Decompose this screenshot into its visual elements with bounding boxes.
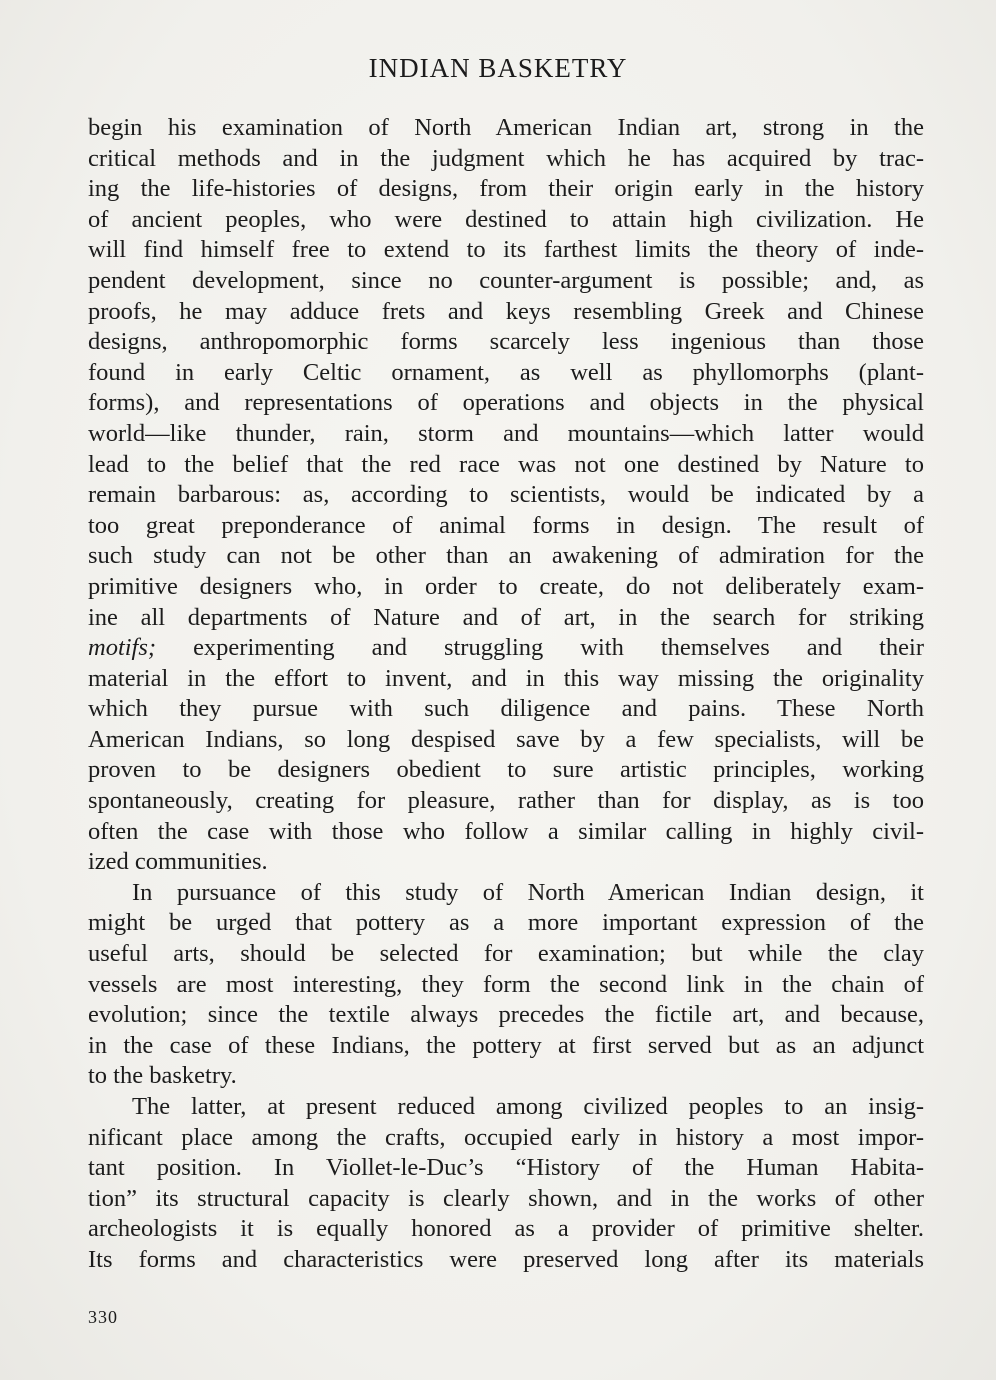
text-line: ine all departments of Nature and of art, in the search for striking (88, 603, 924, 631)
text-line: archeologists it is equally honored as a provider of primitive shelter. (88, 1215, 924, 1243)
text-line-mixed (88, 633, 924, 664)
text-segment: experimenting and struggling with themselves and their (156, 634, 924, 662)
text-line: forms), and representations of operations and objects in the physical (88, 389, 924, 417)
text-line: too great preponderance of animal forms in design. The result of (88, 511, 924, 539)
text-line: world—like thunder, rain, storm and mountains—which latter would (88, 419, 924, 447)
text-line: might be urged that pottery as a more important expression of the (88, 909, 924, 937)
text-line-paragraph-start: The latter, at present reduced among civilized peoples to an insig- (132, 1093, 924, 1120)
text-line: tion” its structural capacity is clearly shown, and in the works of other (88, 1184, 924, 1212)
text-line: nificant place among the crafts, occupied early in history a most impor- (88, 1123, 924, 1151)
text-line-paragraph-start: In pursuance of this study of North American Indian design, it (132, 878, 924, 906)
text-line: such study can not be other than an awakening of admiration for the (88, 542, 924, 570)
text-line: designs, anthropomorphic forms scarcely less ingenious than those (88, 328, 924, 356)
italic-term: motifs; (88, 634, 157, 662)
text-line: evolution; since the textile always precedes the fictile art, and because, (88, 1001, 924, 1029)
text-line: begin his examination of North American Indian art, strong in the (88, 114, 924, 141)
text-line: ing the life-histories of designs, from their origin early in the history (88, 175, 924, 203)
text-line: proven to be designers obedient to sure artistic principles, working (88, 756, 924, 784)
text-line: which they pursue with such diligence and pains. These North (88, 695, 924, 723)
text-line: spontaneously, creating for pleasure, rather than for display, as is too (88, 787, 924, 815)
text-line: lead to the belief that the red race was not one destined by Nature to (88, 450, 924, 478)
text-line: found in early Celtic ornament, as well as phyllomorphs (plant- (88, 358, 924, 386)
text-line: pendent development, since no counter-argument is possible; and, as (88, 266, 924, 294)
text-line-paragraph-end: ized communities. (88, 848, 268, 876)
text-line: in the case of these Indians, the pottery at first served but as an adjunct (88, 1031, 924, 1059)
page-number: 330 (88, 1307, 118, 1327)
text-line: Its forms and characteristics were preserved long after its materials (88, 1245, 924, 1273)
text-line: of ancient peoples, who were destined to attain high civilization. He (88, 205, 924, 233)
text-line: material in the effort to invent, and in this way missing the originality (88, 664, 924, 692)
text-line-paragraph-end: to the basketry. (88, 1062, 237, 1090)
text-line: critical methods and in the judgment which he has acquired by trac- (88, 144, 924, 172)
text-line: remain barbarous: as, according to scientists, would be indicated by a (88, 481, 924, 509)
text-line: proofs, he may adduce frets and keys resembling Greek and Chinese (88, 297, 924, 325)
text-line: primitive designers who, in order to create, do not deliberately exam- (88, 572, 924, 600)
text-line: American Indians, so long despised save by a few specialists, will be (88, 725, 924, 753)
body-text (88, 113, 924, 1276)
text-line: vessels are most interesting, they form the second link in the chain of (88, 970, 924, 998)
text-line: tant position. In Viollet-le-Duc’s “History of the Human Habita- (88, 1154, 924, 1182)
text-line: useful arts, should be selected for examination; but while the clay (88, 940, 924, 968)
running-head: INDIAN BASKETRY (368, 53, 628, 83)
text-line: often the case with those who follow a similar calling in highly civil- (88, 817, 924, 845)
text-line: will find himself free to extend to its farthest limits the theory of inde- (88, 236, 924, 264)
